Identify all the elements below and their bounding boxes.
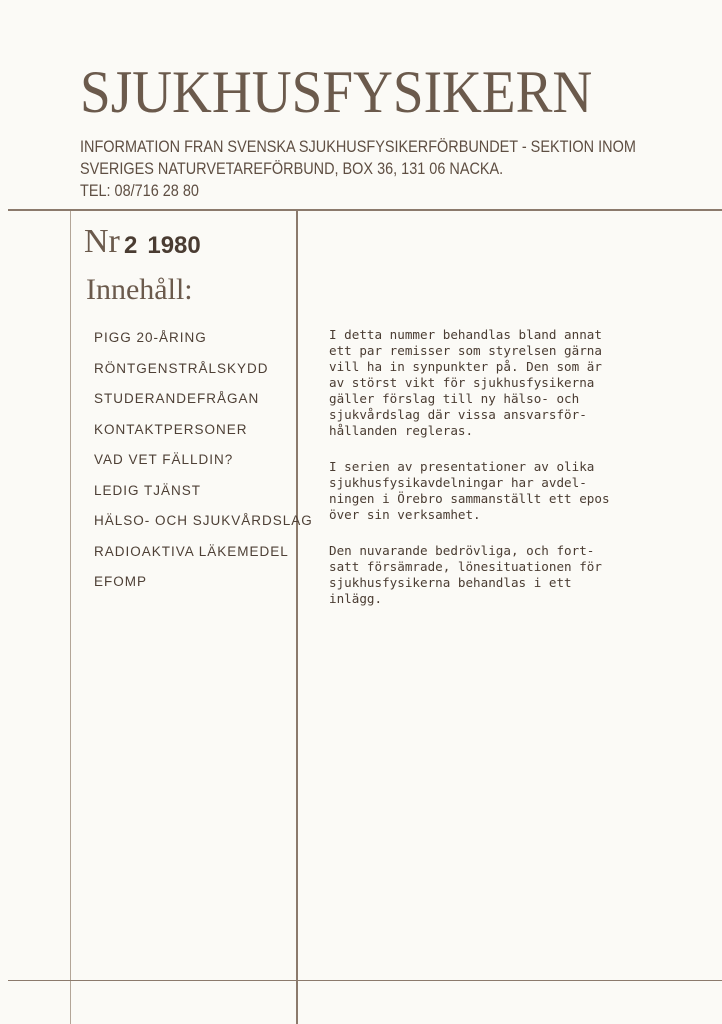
masthead-title: SJUKHUSFYSIKERN — [80, 59, 593, 125]
publisher-info-line-3: TEL: 08/716 28 80 — [80, 181, 199, 200]
contents-heading: Innehåll: — [86, 273, 193, 306]
toc-item: PIGG 20-ÅRING — [94, 330, 207, 345]
publisher-info-line-2: SVERIGES NATURVETAREFÖRBUND, BOX 36, 131 06 NACKA. — [80, 159, 504, 178]
editorial-paragraph-2: I serien av presentationer av olika sjukhusfysikavdelningar har avdel- ningen i Örebro sammanställt ett epos över sin verksamhet. — [329, 459, 610, 522]
toc-item: LEDIG TJÄNST — [94, 482, 202, 498]
issue-nr-label: Nr — [84, 223, 120, 260]
table-of-contents — [94, 330, 313, 605]
editorial-paragraph-3: Den nuvarande bedrövliga, och fort- satt försämrade, lönesituationen för sjukhusfysikerna behandlas i ett inlägg. — [329, 543, 602, 606]
toc-item: STUDERANDEFRÅGAN — [94, 391, 260, 406]
toc-item: HÄLSO- OCH SJUKVÅRDSLAG — [94, 513, 313, 528]
issue-year: 1980 — [147, 232, 201, 259]
toc-item: RÖNTGENSTRÅLSKYDD — [94, 360, 269, 376]
publisher-info — [80, 136, 636, 202]
toc-item: VAD VET FÄLLDIN? — [94, 452, 234, 467]
issue-number — [124, 234, 201, 258]
footer-divider — [8, 980, 722, 981]
left-margin-rule — [70, 211, 71, 1024]
toc-item: EFOMP — [94, 574, 148, 589]
editorial-text — [329, 327, 669, 627]
publisher-info-line-1: INFORMATION FRAN SVENSKA SJUKHUSFYSIKERFÖRBUNDET - SEKTION INOM — [80, 137, 636, 156]
header-divider — [8, 209, 722, 211]
editorial-paragraph-1: I detta nummer behandlas bland annat ett par remisser som styrelsen gärna vill ha in synpunkter på. Den som är av störst vikt för sjukhusfysikerna gäller förslag till ny hälso- och sjukvårdslag där vissa ansvarsför- hållanden regleras. — [329, 327, 602, 438]
toc-item: RADIOAKTIVA LÄKEMEDEL — [94, 543, 289, 559]
issue-number-value: 2 — [124, 232, 138, 259]
toc-item: KONTAKTPERSONER — [94, 421, 248, 437]
